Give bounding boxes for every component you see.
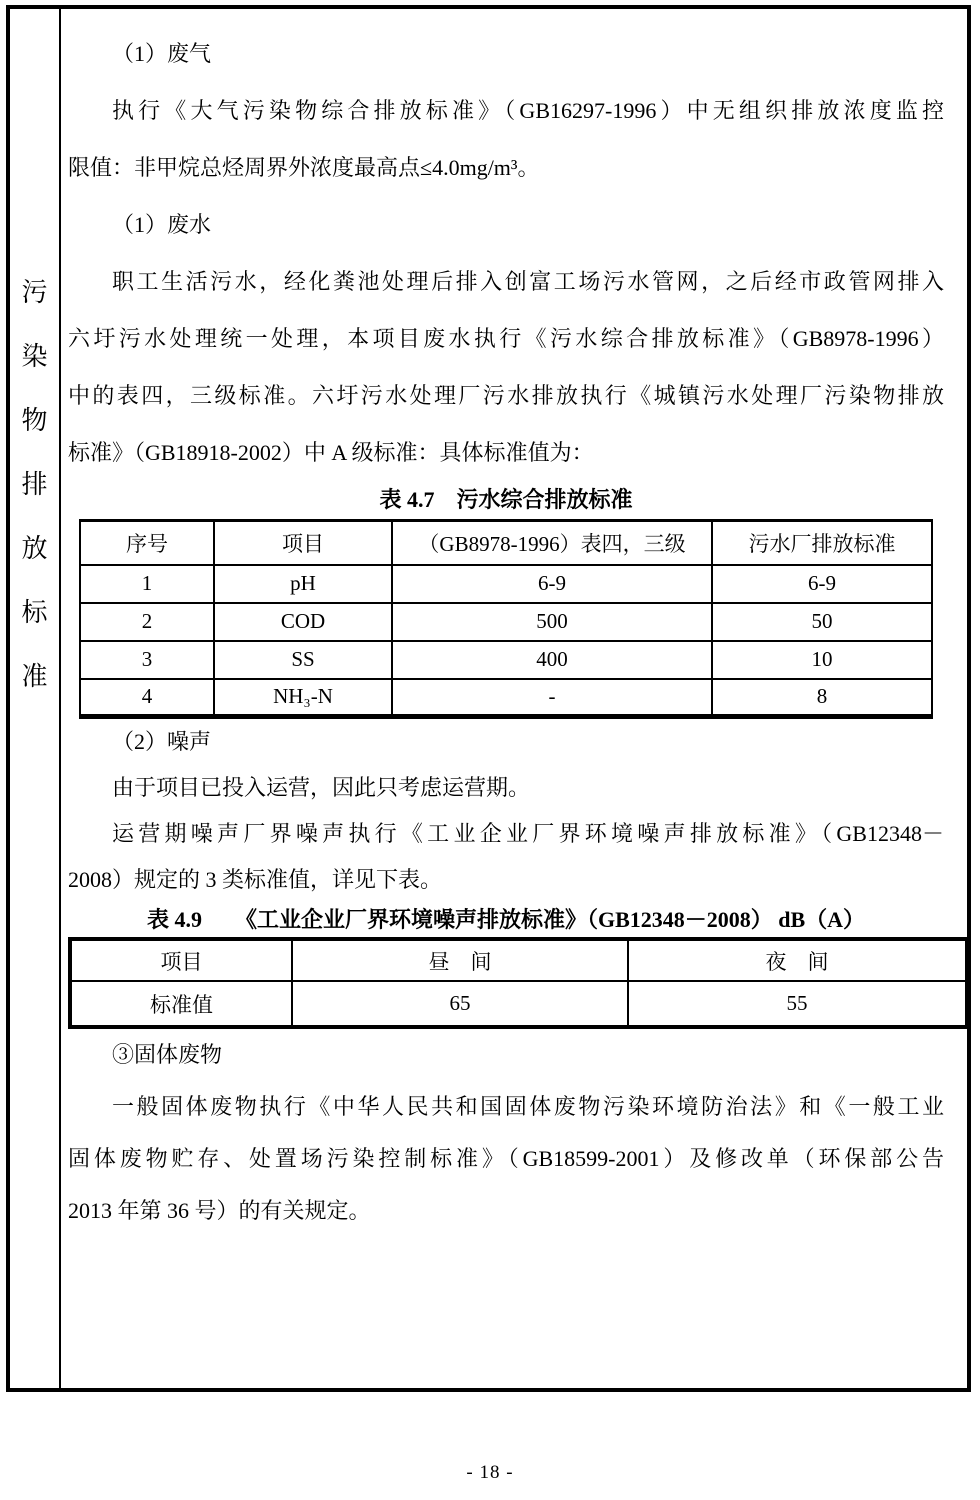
paragraph-line: 六圩污水处理统一处理，本项目废水执行《污水综合排放标准》（GB8978-1996） bbox=[68, 326, 944, 351]
content-area bbox=[61, 9, 967, 1388]
paragraph-line: 由于项目已投入运营，因此只考虑运营期。 bbox=[112, 775, 531, 800]
table-row bbox=[80, 603, 932, 641]
table-cell: 1 bbox=[80, 565, 214, 603]
table-cell: NH₃-N bbox=[214, 679, 392, 717]
table-cell: COD bbox=[214, 603, 392, 641]
document-frame bbox=[6, 5, 971, 1392]
table-row bbox=[80, 565, 932, 603]
paragraph-line: 中的表四，三级标准。六圩污水处理厂污水排放执行《城镇污水处理厂污染物排放 bbox=[68, 383, 944, 408]
sidebar-label-char: 物 bbox=[21, 406, 48, 435]
table-header-row bbox=[80, 521, 932, 565]
table-4-7-title: 表 4.7 污水综合排放标准 bbox=[379, 487, 633, 512]
table-cell: SS bbox=[214, 641, 392, 679]
sidebar-label-column bbox=[10, 9, 61, 1388]
heading-noise: （2）噪声 bbox=[112, 729, 212, 754]
table-cell: pH bbox=[214, 565, 392, 603]
paragraph-line: 2013 年第 36 号）的有关规定。 bbox=[68, 1198, 371, 1223]
table-cell: 55 bbox=[628, 981, 967, 1027]
paragraph-line: 2008）规定的 3 类标准值，详见下表。 bbox=[68, 867, 443, 892]
wastewater-standards-table bbox=[79, 519, 933, 719]
table-cell: 50 bbox=[712, 603, 932, 641]
table-header-cell: 夜 间 bbox=[628, 939, 967, 981]
heading-solid-waste: ③固体废物 bbox=[112, 1042, 223, 1067]
paragraph-line: 职工生活污水，经化粪池处理后排入创富工场污水管网，之后经市政管网排入 bbox=[112, 269, 944, 294]
sidebar-label-char: 污 bbox=[21, 278, 48, 307]
paragraph-line: 固体废物贮存、处置场污染控制标准》（GB18599-2001）及修改单（环保部公告 bbox=[68, 1146, 944, 1171]
sidebar-label-char: 准 bbox=[21, 662, 48, 691]
table-cell: 2 bbox=[80, 603, 214, 641]
table-row bbox=[80, 641, 932, 679]
sidebar-label-char: 标 bbox=[21, 598, 48, 627]
table-cell: 500 bbox=[392, 603, 712, 641]
table-header-cell: 项目 bbox=[70, 939, 292, 981]
page-number: - 18 - bbox=[466, 1462, 514, 1483]
table-header-cell: 序号 bbox=[80, 521, 214, 565]
table-row bbox=[70, 981, 967, 1027]
table-cell: 4 bbox=[80, 679, 214, 717]
paragraph-line: 一般固体废物执行《中华人民共和国固体废物污染环境防治法》和《一般工业 bbox=[112, 1094, 944, 1119]
table-cell: 65 bbox=[292, 981, 628, 1027]
sidebar-label-char: 染 bbox=[21, 342, 48, 371]
table-cell: 8 bbox=[712, 679, 932, 717]
table-cell: - bbox=[392, 679, 712, 717]
paragraph-line: 运营期噪声厂界噪声执行《工业企业厂界环境噪声排放标准》（GB12348－ bbox=[112, 821, 944, 846]
table-header-cell: （GB8978-1996）表四，三级 bbox=[392, 521, 712, 565]
paragraph-line: 限值：非甲烷总烃周界外浓度最高点≤4.0mg/m³。 bbox=[68, 155, 540, 180]
table-header-row bbox=[70, 939, 967, 981]
table-header-cell: 昼 间 bbox=[292, 939, 628, 981]
table-cell: 3 bbox=[80, 641, 214, 679]
table-cell: 10 bbox=[712, 641, 932, 679]
paragraph-line: 标准》（GB18918-2002）中 A 级标准：具体标准值为： bbox=[68, 440, 594, 465]
paragraph-line: 执行《大气污染物综合排放标准》（GB16297-1996）中无组织排放浓度监控 bbox=[112, 98, 944, 123]
table-header-cell: 污水厂排放标准 bbox=[712, 521, 932, 565]
table-4-9-title: 表 4.9 《工业企业厂界环境噪声排放标准》（GB12348－2008） dB（A） bbox=[146, 907, 866, 932]
table-row bbox=[80, 679, 932, 717]
heading-waste-water: （1）废水 bbox=[112, 212, 212, 237]
sidebar-label-char: 排 bbox=[21, 470, 48, 499]
table-header-cell: 项目 bbox=[214, 521, 392, 565]
table-cell: 标准值 bbox=[70, 981, 292, 1027]
heading-waste-gas: （1）废气 bbox=[112, 41, 212, 66]
table-cell: 400 bbox=[392, 641, 712, 679]
table-cell: 6-9 bbox=[392, 565, 712, 603]
noise-standards-table bbox=[68, 937, 967, 1029]
sidebar-label-char: 放 bbox=[21, 534, 48, 563]
table-cell: 6-9 bbox=[712, 565, 932, 603]
